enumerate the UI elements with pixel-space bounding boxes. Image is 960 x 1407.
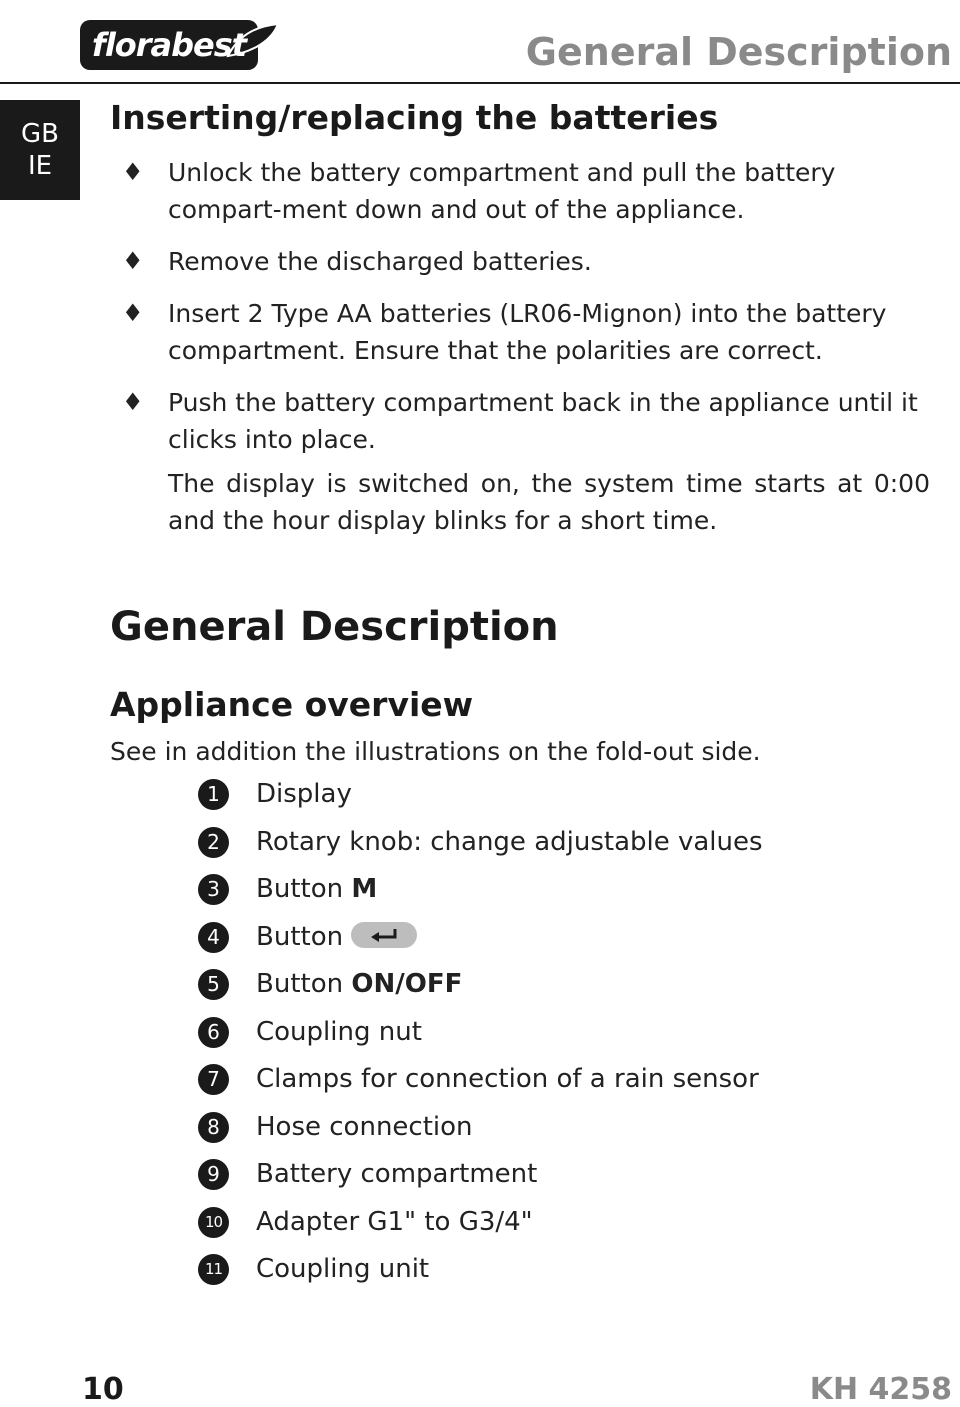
list-item bbox=[110, 776, 930, 813]
diamond-bullet-icon: ♦ bbox=[122, 388, 144, 416]
enter-key-icon bbox=[351, 922, 417, 948]
list-item bbox=[110, 295, 930, 369]
brand-logo bbox=[80, 20, 258, 70]
part-label: Hose connection bbox=[256, 1111, 473, 1142]
list-item bbox=[110, 919, 930, 956]
diamond-bullet-icon: ♦ bbox=[122, 247, 144, 275]
general-description-heading: General Description bbox=[110, 604, 559, 650]
button-name: M bbox=[351, 874, 378, 904]
part-label: Button bbox=[256, 969, 344, 999]
part-label: Display bbox=[256, 779, 352, 809]
battery-steps-list bbox=[110, 154, 930, 458]
list-item bbox=[110, 824, 930, 861]
part-label: Adapter G1" to G3/4" bbox=[256, 1206, 533, 1237]
brand-name: florabest bbox=[91, 26, 247, 64]
list-item bbox=[110, 1014, 930, 1051]
part-number-badge: 10 bbox=[198, 1207, 229, 1238]
list-item bbox=[110, 1061, 930, 1098]
batteries-heading: Inserting/replacing the batteries bbox=[110, 98, 719, 137]
list-item bbox=[110, 243, 930, 280]
page-number: 10 bbox=[82, 1372, 124, 1407]
step-text: Insert 2 Type AA batteries (LR06-Mignon) into the battery compartment. Ensure that the polarities are correct. bbox=[168, 299, 887, 365]
overview-intro: See in addition the illustrations on the fold-out side. bbox=[110, 737, 761, 766]
list-item bbox=[110, 154, 930, 228]
part-number-badge: 7 bbox=[198, 1064, 229, 1095]
part-label: Button bbox=[256, 874, 344, 904]
part-number-badge: 5 bbox=[198, 969, 229, 1000]
list-item bbox=[110, 1251, 930, 1288]
diamond-bullet-icon: ♦ bbox=[122, 299, 144, 327]
part-number-badge: 9 bbox=[198, 1159, 229, 1190]
header-divider bbox=[0, 82, 960, 84]
part-label: Coupling nut bbox=[256, 1016, 422, 1047]
language-code-gb: GB bbox=[21, 119, 59, 149]
part-label: Battery compartment bbox=[256, 1159, 538, 1189]
list-item bbox=[110, 871, 930, 908]
model-number: KH 4258 bbox=[809, 1372, 952, 1407]
part-number-badge: 8 bbox=[198, 1112, 229, 1143]
part-number-badge: 1 bbox=[198, 779, 229, 810]
step-text: Remove the discharged batteries. bbox=[168, 247, 592, 276]
part-number-badge: 11 bbox=[198, 1254, 229, 1285]
diamond-bullet-icon: ♦ bbox=[122, 158, 144, 186]
display-note: The display is switched on, the system time starts at 0:00 and the hour display blinks for a short time. bbox=[168, 469, 930, 535]
language-code-ie: IE bbox=[27, 151, 53, 181]
parts-list bbox=[110, 776, 930, 1288]
appliance-overview-heading: Appliance overview bbox=[110, 685, 474, 724]
list-item bbox=[110, 384, 930, 458]
part-number-badge: 4 bbox=[198, 922, 229, 953]
list-item bbox=[110, 1156, 930, 1193]
part-label: Button bbox=[256, 921, 344, 952]
list-item bbox=[110, 966, 930, 1003]
part-label: Clamps for connection of a rain sensor bbox=[256, 1064, 759, 1094]
part-label: Coupling unit bbox=[256, 1254, 430, 1284]
part-label: Rotary knob: change adjustable values bbox=[256, 826, 763, 857]
part-number-badge: 3 bbox=[198, 874, 229, 905]
page-content bbox=[110, 96, 930, 1299]
step-text: Unlock the battery compartment and pull the battery compart-ment down and out of the appliance. bbox=[168, 158, 836, 224]
part-number-badge: 2 bbox=[198, 827, 229, 858]
step-text: Push the battery compartment back in the appliance until it clicks into place. bbox=[168, 388, 918, 454]
language-tab bbox=[0, 100, 80, 200]
part-number-badge: 6 bbox=[198, 1017, 229, 1048]
header-title: General Description bbox=[525, 30, 952, 74]
list-item bbox=[110, 1109, 930, 1146]
list-item bbox=[110, 1204, 930, 1241]
button-name: ON/OFF bbox=[351, 969, 463, 999]
